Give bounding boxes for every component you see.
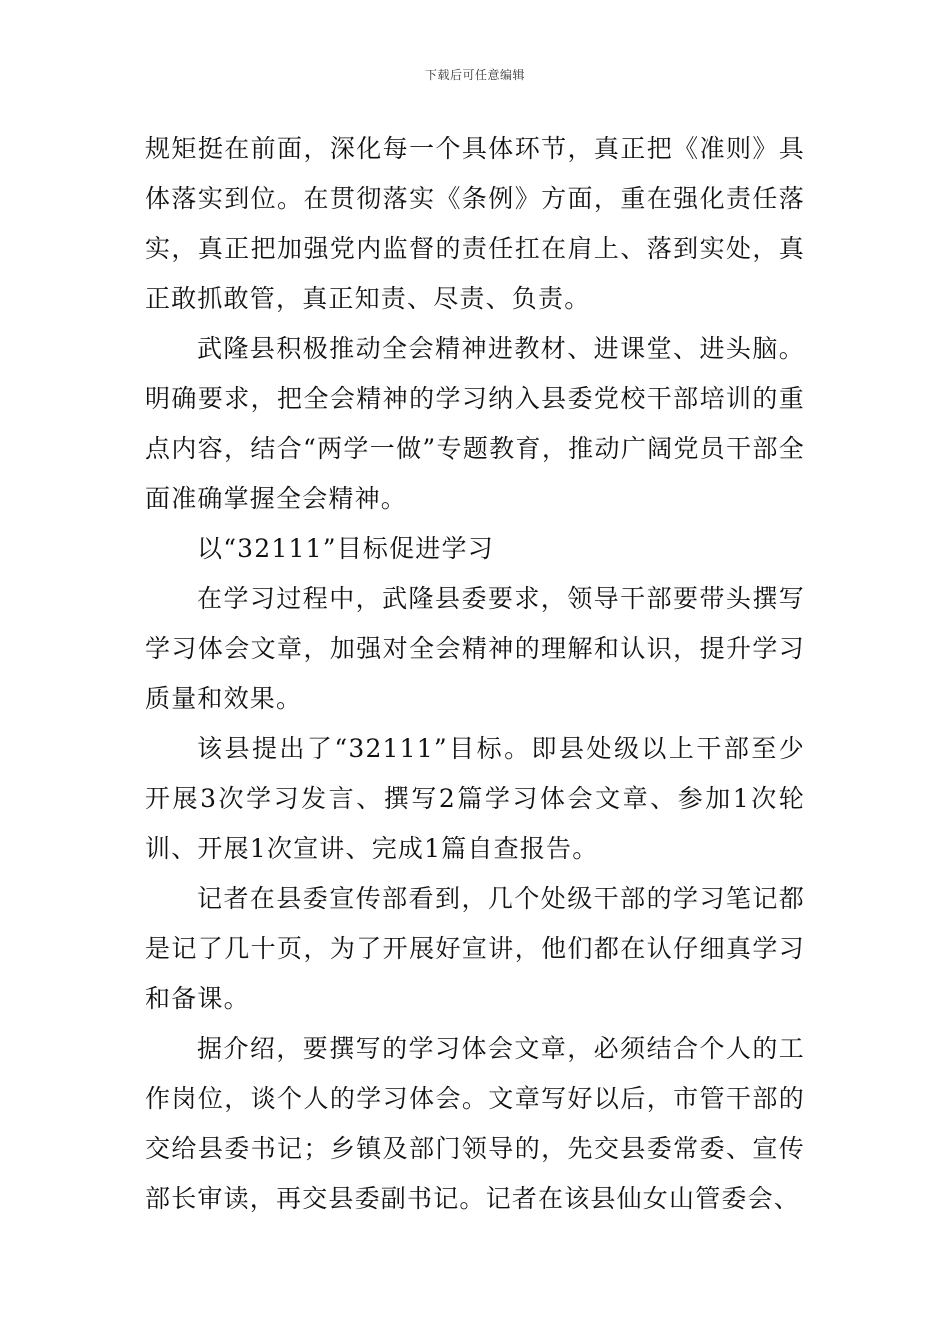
- paragraph: 武隆县积极推动全会精神进教材、进课堂、进头脑。明确要求，把全会精神的学习纳入县委党校干部培训的重点内容，结合“两学一做”专题教育，推动广阔党员干部全面准确掌握全会精神。: [145, 334, 805, 513]
- paragraph-continuation: 规矩挺在前面，深化每一个具体环节，真正把《准则》具体落实到位。在贯彻落实《条例》方面，重在强化责任落实，真正把加强党内监督的责任扛在肩上、落到实处，真正敢抓敢管，真正知责、尽责、负责。: [145, 134, 805, 313]
- section-heading: 以“32111”目标促进学习: [197, 534, 494, 563]
- header-note: 下载后可任意编辑: [424, 68, 525, 82]
- paragraph: 据介绍，要撰写的学习体会文章，必须结合个人的工作岗位，谈个人的学习体会。文章写好以后，市管干部的交给县委书记；乡镇及部门领导的，先交县委常委、宣传部长审读，再交县委副书记。记者在该县仙女山管委会、: [145, 1034, 805, 1213]
- document-body: [145, 124, 805, 1224]
- paragraph: 在学习过程中，武隆县委要求，领导干部要带头撰写学习体会文章，加强对全会精神的理解和认识，提升学习质量和效果。: [145, 584, 805, 713]
- paragraph: 记者在县委宣传部看到，几个处级干部的学习笔记都是记了几十页，为了开展好宣讲，他们都在认仔细真学习和备课。: [145, 884, 805, 1013]
- paragraph: 该县提出了“32111”目标。即县处级以上干部至少开展3次学习发言、撰写2篇学习体会文章、参加1次轮训、开展1次宣讲、完成1篇自查报告。: [145, 734, 805, 863]
